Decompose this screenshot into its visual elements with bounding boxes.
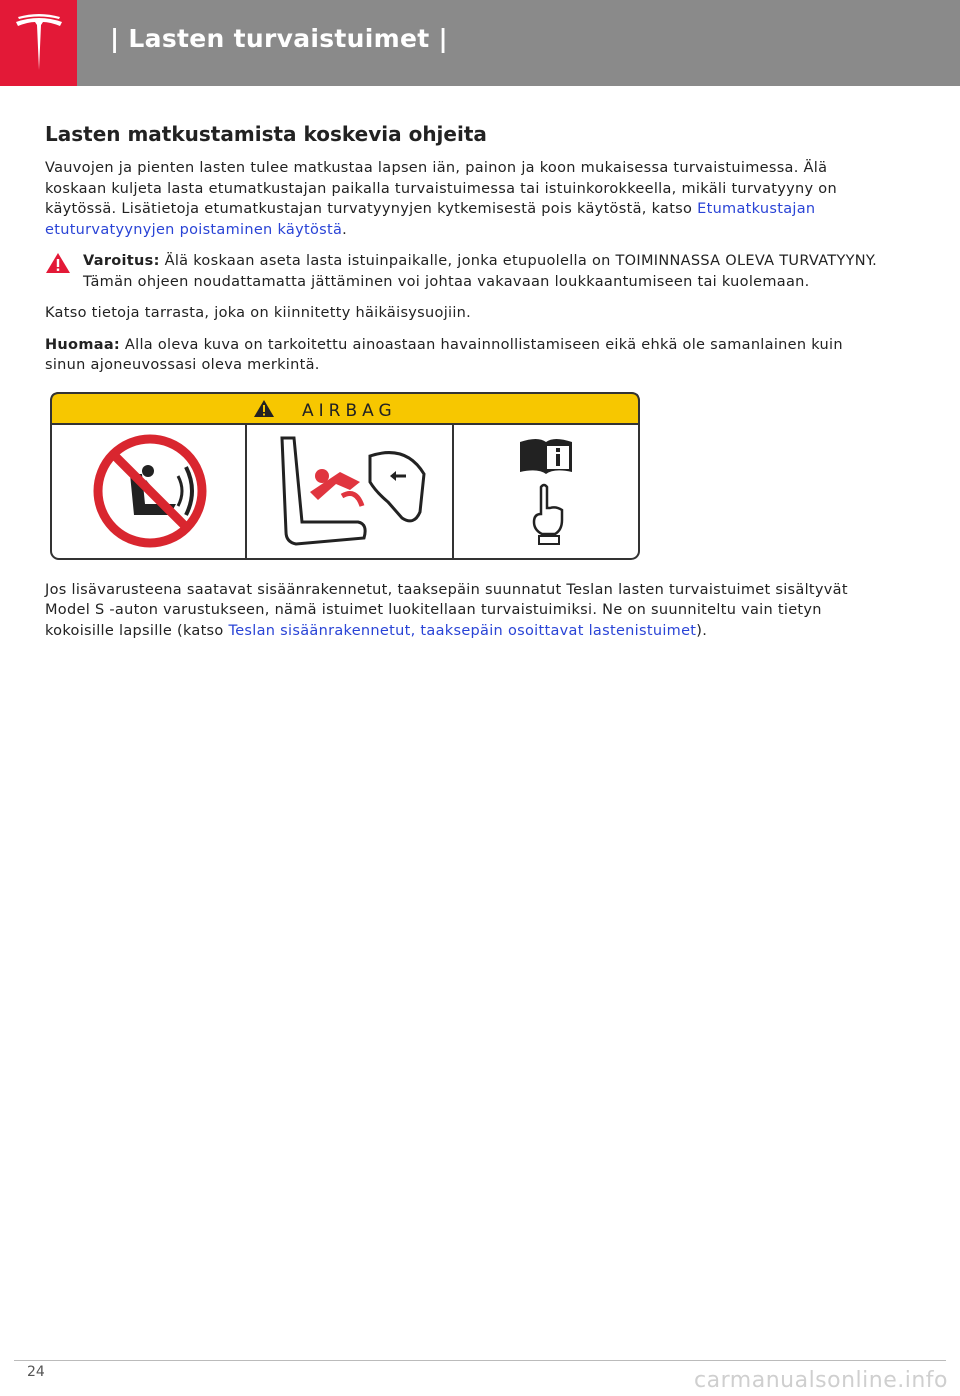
- rear-facing-seats-link[interactable]: Teslan sisäänrakennetut, taaksepäin osoittavat lastenistuimet: [228, 622, 697, 639]
- site-watermark: carmanualsonline.info: [694, 1368, 948, 1393]
- chapter-title: | Lasten turvaistuimet |: [110, 24, 448, 53]
- airbag-title: AIRBAG: [302, 400, 397, 421]
- intro-paragraph: Vauvojen ja pienten lasten tulee matkustaa lapsen iän, painon ja koon mukaisessa turvaistuimessa. Älä koskaan kuljeta lasta etumatkustajan paikalla turvaistuimessa tai istuinkorokkeella, mikäli turvatyyny on käytössä. Lisätietoja etumatkustajan turvatyynyjen kytkemisestä pois käytöstä, katso Etumatkustajan etuturvatyynyjen poistaminen käytöstä.: [45, 160, 837, 238]
- note-paragraph: Huomaa: Alla oleva kuva on tarkoitettu ainoastaan havainnollistamiseen eikä ehkä ole samanlainen kuin sinun ajoneuvossasi oleva merkintä.: [45, 336, 843, 373]
- sticker-paragraph: Katso tietoja tarrasta, joka on kiinnitetty häikäisysuojiin.: [45, 305, 472, 321]
- outro-paragraph: Jos lisävarusteena saatavat sisäänrakennetut, taaksepäin suunnatut Teslan lasten turvaistuimet sisältyvät Model S -auton varustukseen, nämä istuimet luokitellaan turvaistuimiksi. Ne on suunniteltu vain tietyn kokoisille lapsille (katso Teslan sisäänrakennetut, taaksepäin osoittavat lastenistuimet).: [45, 581, 848, 639]
- tesla-logo: [0, 0, 77, 86]
- manual-info-icon: [520, 439, 572, 474]
- warning-block: [45, 251, 885, 292]
- page-header: [0, 0, 960, 86]
- airbag-disable-link[interactable]: Etumatkustajan etuturvatyynyjen poistaminen käytöstä: [45, 201, 816, 238]
- warning-triangle-icon: [45, 252, 71, 274]
- warning-text: Varoitus: Älä koskaan aseta lasta istuinpaikalle, jonka etupuolella on TOIMINNASSA OLEVA TURVATYYNY. Tämän ohjeen noudattamatta jättäminen voi johtaa vakavaan loukkaantumiseen tai kuolemaan.: [83, 253, 878, 290]
- page-number: 24: [27, 1364, 45, 1380]
- tesla-t-logo-icon: [14, 14, 64, 72]
- footer-divider: [14, 1360, 946, 1361]
- page-content: [45, 122, 885, 652]
- airbag-label-figure: [50, 392, 640, 560]
- section-heading: Lasten matkustamista koskevia ohjeita: [45, 122, 487, 146]
